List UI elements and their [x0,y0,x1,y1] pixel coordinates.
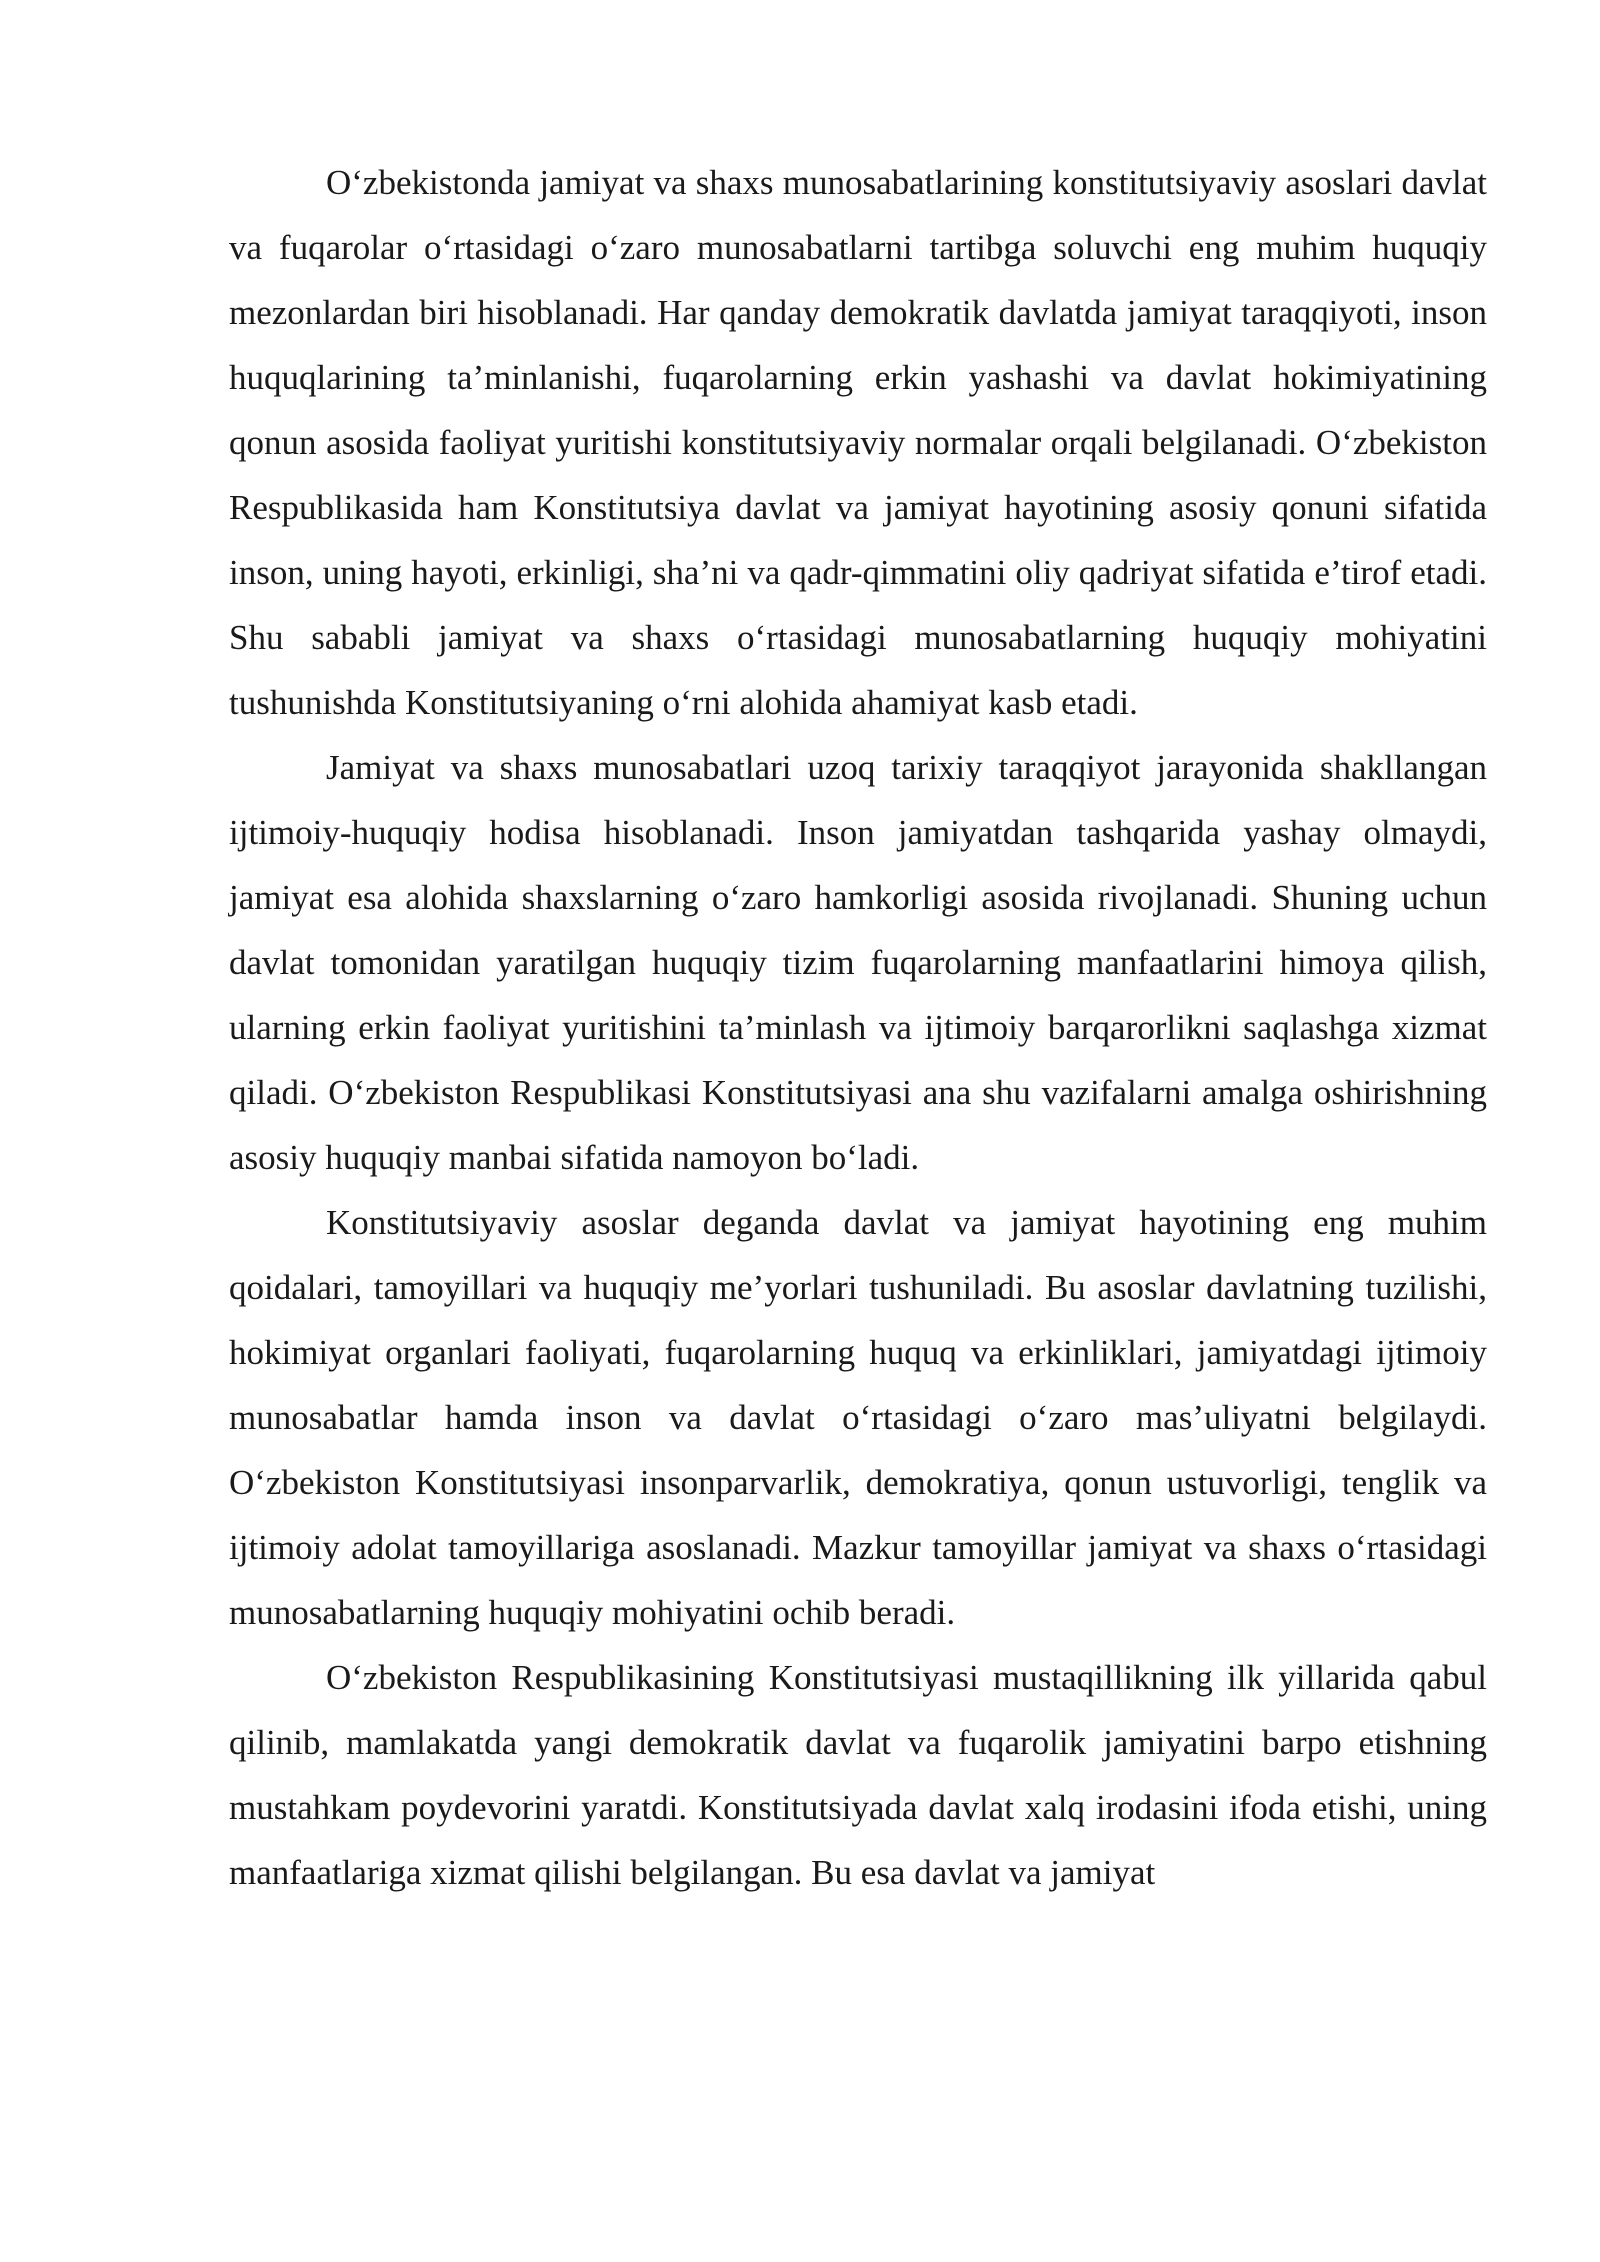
paragraph-2: Jamiyat va shaxs munosabatlari uzoq tarixiy taraqqiyot jarayonida shakllangan ijtimoiy-huquqiy hodisa hisoblanadi. Inson jamiyatdan tashqarida yashay olmaydi, jamiyat esa alohida shaxslarning o‘zaro hamkorligi asosida rivojlanadi. Shuning uchun davlat tomonidan yaratilgan huquqiy tizim fuqarolarning manfaatlarini himoya qilish, ularning erkin faoliyat yuritishini ta’minlash va ijtimoiy barqarorlikni saqlashga xizmat qiladi. O‘zbekiston Respublikasi Konstitutsiyasi ana shu vazifalarni amalga oshirishning asosiy huquqiy manbai sifatida namoyon bo‘ladi. [229,748,1487,1177]
paragraph-3: Konstitutsiyaviy asoslar deganda davlat va jamiyat hayotining eng muhim qoidalari, tamoyillari va huquqiy me’yorlari tushuniladi. Bu asoslar davlatning tuzilishi, hokimiyat organlari faoliyati, fuqarolarning huquq va erkinliklari, jamiyatdagi ijtimoiy munosabatlar hamda inson va davlat o‘rtasidagi o‘zaro mas’uliyatni belgilaydi. O‘zbekiston Konstitutsiyasi insonparvarlik, demokratiya, qonun ustuvorligi, tenglik va ijtimoiy adolat tamoyillariga asoslanadi. Mazkur tamoyillar jamiyat va shaxs o‘rtasidagi munosabatlarning huquqiy mohiyatini ochib beradi. [229,1203,1487,1632]
body-text [229,150,1487,1905]
paragraph-4: O‘zbekiston Respublikasining Konstitutsiyasi mustaqillikning ilk yillarida qabul qilinib, mamlakatda yangi demokratik davlat va fuqarolik jamiyatini barpo etishning mustahkam poydevorini yaratdi. Konstitutsiyada davlat xalq irodasini ifoda etishi, uning manfaatlariga xizmat qilishi belgilangan. Bu esa davlat va jamiyat [229,1658,1487,1892]
paragraph-1: O‘zbekistonda jamiyat va shaxs munosabatlarining konstitutsiyaviy asoslari davlat va fuqarolar o‘rtasidagi o‘zaro munosabatlarni tartibga soluvchi eng muhim huquqiy mezonlardan biri hisoblanadi. Har qanday demokratik davlatda jamiyat taraqqiyoti, inson huquqlarining ta’minlanishi, fuqarolarning erkin yashashi va davlat hokimiyatining qonun asosida faoliyat yuritishi konstitutsiyaviy normalar orqali belgilanadi. O‘zbekiston Respublikasida ham Konstitutsiya davlat va jamiyat hayotining asosiy qonuni sifatida inson, uning hayoti, erkinligi, sha’ni va qadr-qimmatini oliy qadriyat sifatida e’tirof etadi. Shu sababli jamiyat va shaxs o‘rtasidagi munosabatlarning huquqiy mohiyatini tushunishda Konstitutsiyaning o‘rni alohida ahamiyat kasb etadi. [229,163,1487,722]
